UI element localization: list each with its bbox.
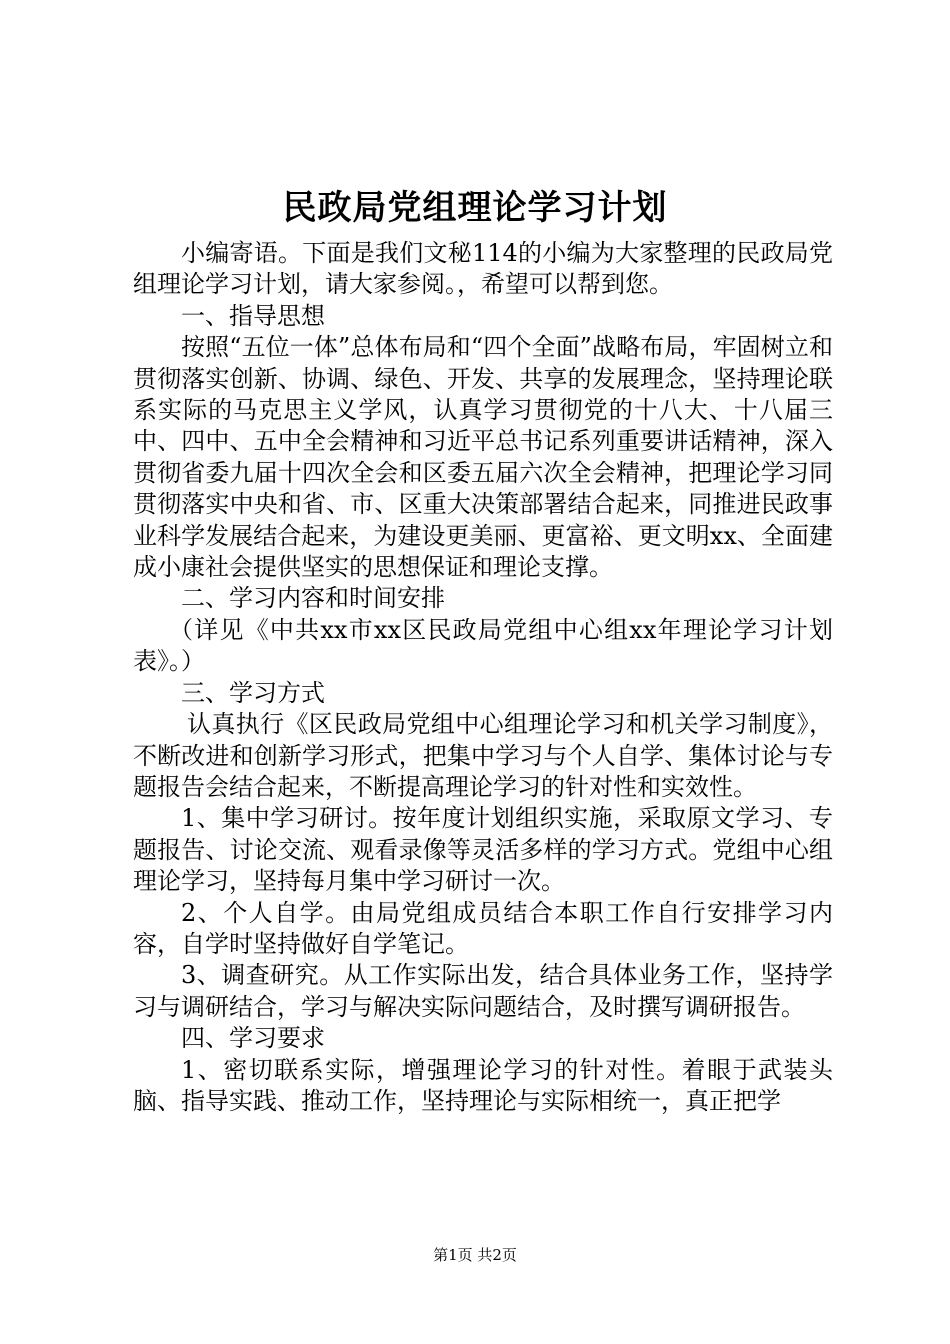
intro-paragraph: 小编寄语。下面是我们文秘114的小编为大家整理的民政局党组理论学习计划，请大家参阅。，希望可以帮到您。: [133, 239, 833, 299]
section-heading-study-methods: 三、学习方式: [181, 678, 325, 707]
paragraph-guiding-ideology: 按照“五位一体”总体布局和“四个全面”战略布局，牢固树立和贯彻落实创新、协调、绿色、开发、共享的发展理念，坚持理论联系实际的马克思主义学风，认真学习贯彻党的十八大、十八届三中、四中、五中全会精神和习近平总书记系列重要讲话精神，深入贯彻省委九届十四次全会和区委五届六次全会精神，把理论学习同贯彻落实中央和省、市、区重大决策部署结合起来，同推进民政事业科学发展结合起来，为建设更美丽、更富裕、更文明xx、全面建成小康社会提供坚实的思想保证和理论支撑。: [133, 333, 833, 582]
document-title: 民政局党组理论学习计划: [282, 188, 668, 228]
section-heading-requirements: 四、学习要求: [181, 1024, 325, 1053]
list-item-group-study: 1、集中学习研讨。按年度计划组织实施，采取原文学习、专题报告、讨论交流、观看录像等灵活多样的学习方式。党组中心组理论学习，坚持每月集中学习研讨一次。: [133, 804, 833, 896]
list-item-self-study: 2、个人自学。由局党组成员结合本职工作自行安排学习内容，自学时坚持做好自学笔记。: [133, 898, 833, 958]
section-heading-guiding-ideology: 一、指导思想: [181, 301, 325, 330]
section-heading-content-schedule: 二、学习内容和时间安排: [181, 584, 445, 613]
list-item-requirement-1: 1、密切联系实际，增强理论学习的针对性。着眼于武装头脑、指导实践、推动工作，坚持理论与实际相统一，真正把学: [133, 1055, 833, 1115]
page-footer: 第1页 共2页: [433, 1246, 517, 1264]
paragraph-schedule-note: （详见《中共xx市xx区民政局党组中心组xx年理论学习计划表》。）: [133, 615, 833, 676]
document-body: [133, 238, 833, 1117]
paragraph-study-methods: 认真执行《区民政局党组中心组理论学习和机关学习制度》，不断改进和创新学习形式，把集中学习与个人自学、集体讨论与专题报告会结合起来，不断提高理论学习的针对性和实效性。: [133, 710, 833, 801]
list-item-research: 3、调查研究。从工作实际出发，结合具体业务工作，坚持学习与调研结合，学习与解决实际问题结合，及时撰写调研报告。: [133, 961, 833, 1021]
